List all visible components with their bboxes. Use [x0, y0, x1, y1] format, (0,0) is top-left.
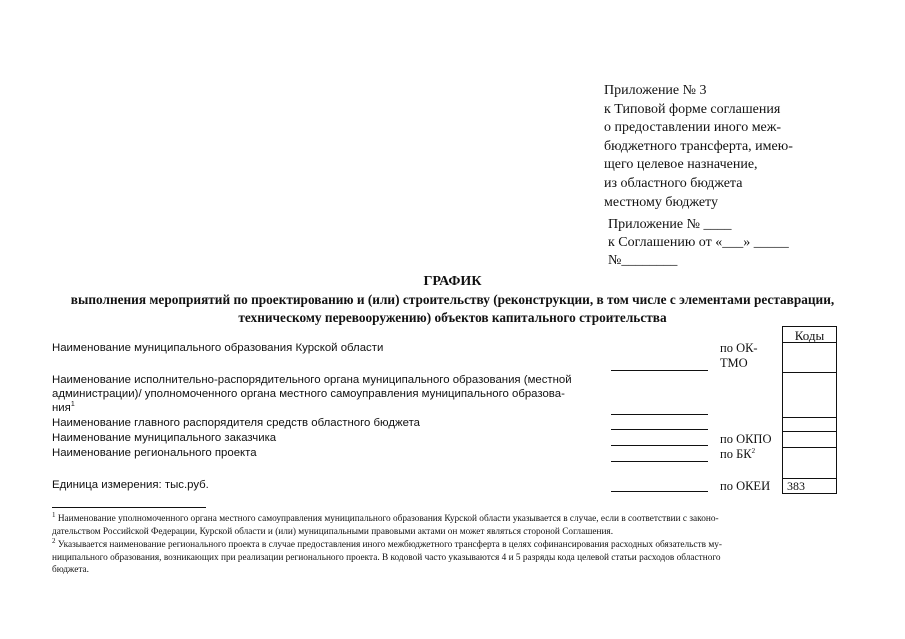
unit-label: Единица измерения: тыс.руб.: [52, 479, 209, 491]
executive-organ-blank-line[interactable]: [611, 414, 708, 415]
municipality-blank-line[interactable]: [611, 370, 708, 371]
footnote-2-line-3: бюджета.: [52, 565, 89, 575]
code-cell-executive: [783, 372, 836, 373]
agreement-date: к Соглашению от «___» _____: [608, 235, 789, 250]
regional-project-blank-line[interactable]: [611, 461, 708, 462]
footnote-2-mark: 2: [52, 536, 56, 545]
footnote-2: [52, 536, 842, 577]
okei-code-value: 383: [787, 479, 805, 493]
chief-manager-blank-line[interactable]: [611, 429, 708, 430]
customer-blank-line[interactable]: [611, 445, 708, 446]
appendix-line: о предоставлении иного меж-: [604, 120, 782, 136]
footnote-1-line-2: дательством Российской Федерации, Курской области и (или) муниципальными правовыми актами он может являться стороной Соглашения.: [52, 526, 614, 537]
appendix-line: из областного бюджета: [604, 175, 743, 191]
code-cell-chief-manager: [783, 417, 836, 418]
executive-organ-label-2: администрации)/ уполномоченного органа местного самоуправления муниципального образова-: [52, 388, 565, 400]
chief-manager-label: Наименование главного распорядителя средств областного бюджета: [52, 417, 420, 429]
oktmo-label-1: по ОК-: [720, 341, 758, 355]
appendix-line: Приложение № 3: [604, 83, 707, 98]
executive-organ-label-1: Наименование исполнительно-распорядительного органа муниципального образования (местной: [52, 374, 572, 386]
codes-header: Коды: [794, 328, 825, 343]
footnote-2-line-2: ниципального образования, возникающих при реализации регионального проекта. В кодовой часто указываются 4 и 5 разряды кода целевой статьи расходов областного: [52, 552, 721, 563]
code-cell-bk: [783, 447, 836, 448]
footnote-ref-1: 1: [70, 401, 75, 409]
footnote-2-line-1: Указывается наименование регионального проекта в случае предоставления иного межбюджетного трансферта в целях софинансирования расходных обязательств му-: [57, 540, 722, 550]
code-cell-okpo: [783, 431, 836, 432]
bk-label: по $БК^2$: [720, 446, 756, 461]
regional-project-label: Наименование регионального проекта: [52, 447, 257, 459]
code-cell-oktmo: [783, 342, 836, 343]
customer-label: Наименование муниципального заказчика: [52, 432, 277, 444]
footnote-1: [52, 510, 842, 538]
oktmo-label-2: ТМО: [720, 356, 748, 370]
unit-blank-line[interactable]: [611, 491, 708, 492]
agreement-number: №________: [608, 253, 678, 268]
appendix-line: к Типовой форме соглашения: [604, 101, 781, 117]
codes-table: [782, 326, 837, 494]
appendix-line: бюджетного трансферта, имею-: [604, 138, 793, 154]
municipality-label: Наименование муниципального образования Курской области: [52, 342, 384, 354]
footnote-ref-2: 2: [751, 446, 756, 455]
agreement-appendix-number: Приложение № ____: [608, 217, 732, 232]
footnote-separator: [52, 507, 206, 508]
agreement-appendix-block: [608, 216, 789, 270]
okpo-label: по ОКПО: [720, 432, 772, 446]
document-subtitle: выполнения мероприятий по проектированию и (или) строительству (реконструкции, в том числе с элементами реставрации, техническому перевооружению) объектов капитального строительства: [70, 292, 835, 325]
document-title: ГРАФИК: [423, 274, 482, 289]
appendix-block: [604, 82, 793, 212]
appendix-line: щего целевое назначение,: [604, 157, 758, 173]
executive-organ-label-3: ния$^1$: [52, 401, 75, 414]
footnote-1-line-1: Наименование уполномоченного органа местного самоуправления муниципального образования Курской области указывается в случае, если в соответствии с законо-: [57, 514, 719, 524]
okei-label: по ОКЕИ: [720, 479, 771, 493]
footnote-1-mark: 1: [52, 510, 56, 519]
appendix-line: местному бюджету: [604, 194, 718, 210]
